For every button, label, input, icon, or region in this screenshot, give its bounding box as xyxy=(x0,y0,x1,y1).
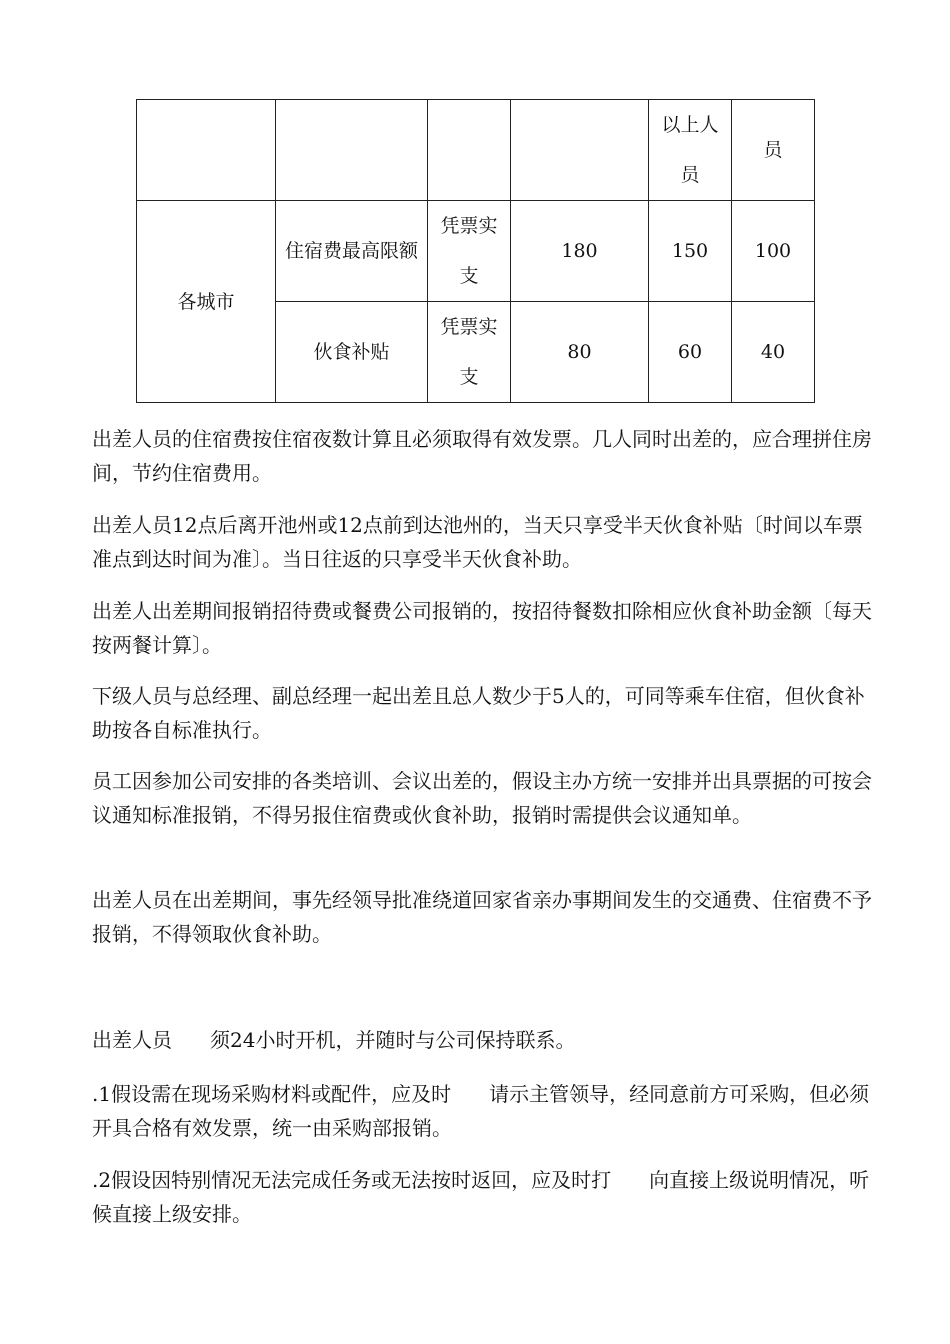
table-cell xyxy=(137,100,276,201)
value-cell: 80 xyxy=(511,302,649,403)
paragraph-entertainment-deduction: 出差人出差期间报销招待费或餐费公司报销的，按招待餐数扣除相应伙食补助金额〔每天按两餐计算〕。 xyxy=(92,599,872,657)
paragraph-training-meetings: 员工因参加公司安排的各类培训、会议出差的，假设主办方统一安排并出具票据的可按会议通知标准报销，不得另报住宿费或伙食补助，报销时需提供会议通知单。 xyxy=(92,769,872,827)
paragraph-text-part: 向直接上级说明情况，听候直接上级安排。 xyxy=(92,1168,870,1226)
expense-standard-table xyxy=(136,99,815,403)
table-cell xyxy=(511,100,649,201)
city-label-cell: 各城市 xyxy=(137,201,276,403)
paragraph-text-part: .1假设需在现场采购材料或配件，应及时 xyxy=(92,1082,452,1106)
table-row xyxy=(137,100,815,201)
table-row xyxy=(137,201,815,302)
method-cell: 凭票实支 xyxy=(428,302,511,403)
table-cell: 以上人员 xyxy=(649,100,732,201)
table-cell xyxy=(428,100,511,201)
paragraph-text-part: 请示主管领导，经同意前方可采购，但必须开具合格有效发票，统一由采购部报销。 xyxy=(92,1082,870,1140)
paragraph-phone-on xyxy=(92,1023,872,1057)
paragraph-onsite-purchase xyxy=(92,1077,872,1145)
value-cell: 60 xyxy=(649,302,732,403)
method-cell: 凭票实支 xyxy=(428,201,511,302)
paragraph-special-circumstances xyxy=(92,1163,872,1231)
value-cell: 180 xyxy=(511,201,649,302)
paragraph-text-part: 须24小时开机，并随时与公司保持联系。 xyxy=(210,1028,576,1052)
item-cell: 住宿费最高限额 xyxy=(276,201,428,302)
value-cell: 150 xyxy=(649,201,732,302)
value-cell: 40 xyxy=(732,302,815,403)
paragraph-lodging-rule: 出差人员的住宿费按住宿夜数计算且必须取得有效发票。几人同时出差的，应合理拼住房间，节约住宿费用。 xyxy=(92,427,872,485)
paragraph-travel-with-executives: 下级人员与总经理、副总经理一起出差且总人数少于5人的，可同等乘车住宿，但伙食补助按各自标准执行。 xyxy=(92,684,865,742)
item-cell: 伙食补贴 xyxy=(276,302,428,403)
value-cell: 100 xyxy=(732,201,815,302)
paragraph-text-part: 出差人员 xyxy=(92,1028,172,1052)
table-cell xyxy=(276,100,428,201)
table-cell: 员 xyxy=(732,100,815,201)
paragraph-detour-home: 出差人员在出差期间，事先经领导批准绕道回家省亲办事期间发生的交通费、住宿费不予报销，不得领取伙食补助。 xyxy=(92,888,872,946)
paragraph-half-day-allowance: 出差人员12点后离开池州或12点前到达池州的，当天只享受半天伙食补贴〔时间以车票准点到达时间为准〕。当日往返的只享受半天伙食补助。 xyxy=(92,513,863,571)
paragraph-text-part: .2假设因特别情况无法完成任务或无法按时返回，应及时打 xyxy=(92,1168,612,1192)
